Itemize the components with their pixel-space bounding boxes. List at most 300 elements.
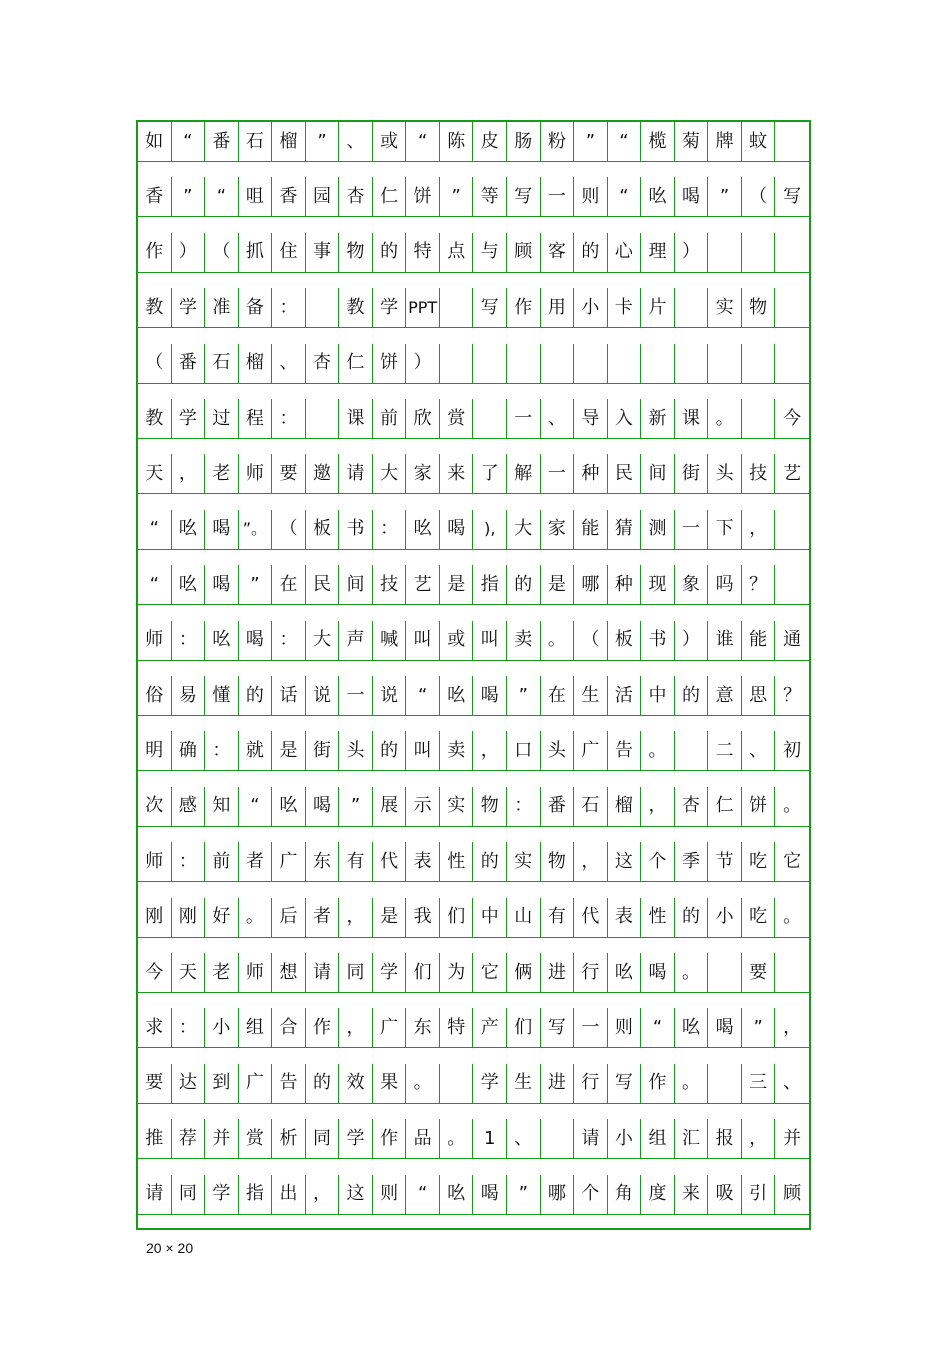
grid-cell [775, 288, 809, 328]
grid-cell: 喝 [440, 510, 474, 550]
grid-cell: 吸 [708, 1175, 742, 1215]
grid-cell: ” [742, 1008, 776, 1048]
grid-cell: 前 [205, 842, 239, 882]
grid-cell: 作 [138, 233, 172, 273]
grid-cell: 师 [138, 842, 172, 882]
grid-cell: 并 [775, 1119, 809, 1159]
grid-cell: 生 [507, 1064, 541, 1104]
grid-cell: （ [272, 510, 306, 550]
grid-cell: 饼 [742, 787, 776, 827]
grid-cell: ” [239, 565, 273, 605]
grid-cell: 哪 [574, 565, 608, 605]
grid-cell: 要 [138, 1064, 172, 1104]
grid-cell: 榴 [608, 787, 642, 827]
grid-cell: 1 [473, 1119, 507, 1159]
grid-cell: 杏 [339, 177, 373, 217]
grid-cell: 三 [742, 1064, 776, 1104]
grid-cell: 头 [708, 454, 742, 494]
grid-cell [742, 399, 776, 439]
grid-row [138, 1175, 809, 1215]
grid-cell: 进 [541, 953, 575, 993]
grid-cell: 明 [138, 731, 172, 771]
grid-cell: 新 [641, 399, 675, 439]
grid-cell: 、 [507, 1119, 541, 1159]
grid-cell: 备 [239, 288, 273, 328]
grid-cell: 家 [541, 510, 575, 550]
grid-cell: （ [205, 233, 239, 273]
grid-cell: 能 [742, 621, 776, 661]
grid-cell: 书 [339, 510, 373, 550]
grid-cell: 山 [507, 898, 541, 938]
grid-cell: 住 [272, 233, 306, 273]
grid-cell: 吃 [742, 898, 776, 938]
grid-cell: 中 [641, 676, 675, 716]
grid-cell: 品 [406, 1119, 440, 1159]
grid-cell [473, 399, 507, 439]
grid-cell: 好 [205, 898, 239, 938]
grid-cell: “ [172, 122, 206, 162]
grid-cell: 片 [641, 288, 675, 328]
grid-cell: 指 [239, 1175, 273, 1215]
grid-cell: 卖 [507, 621, 541, 661]
grid-cell [675, 731, 709, 771]
grid-cell: “ [239, 787, 273, 827]
grid-cell: 。 [641, 731, 675, 771]
grid-cell: 指 [473, 565, 507, 605]
grid-cell: 效 [339, 1064, 373, 1104]
grid-cell: 石 [239, 122, 273, 162]
grid-cell: 哪 [541, 1175, 575, 1215]
grid-cell: 产 [473, 1008, 507, 1048]
grid-cell: ” [574, 122, 608, 162]
grid-cell [742, 344, 776, 384]
grid-cell: 口 [507, 731, 541, 771]
grid-cell: ： [373, 510, 407, 550]
grid-cell: 进 [541, 1064, 575, 1104]
grid-cell: 的 [239, 676, 273, 716]
grid-cell: ” [172, 177, 206, 217]
grid-cell: 同 [306, 1119, 340, 1159]
grid-cell: 组 [641, 1119, 675, 1159]
grid-cell: 叫 [406, 731, 440, 771]
grid-cell: 教 [138, 399, 172, 439]
grid-cell: 一 [541, 177, 575, 217]
grid-cell: 个 [574, 1175, 608, 1215]
grid-cell: 街 [675, 454, 709, 494]
grid-cell: 东 [406, 1008, 440, 1048]
grid-cell: 吆 [440, 1175, 474, 1215]
grid-cell: 榄 [641, 122, 675, 162]
grid-cell: 的 [373, 731, 407, 771]
grid-cell: 生 [574, 676, 608, 716]
grid-row [138, 842, 809, 882]
grid-cell: 喝 [205, 510, 239, 550]
grid-row [138, 1064, 809, 1104]
grid-cell [507, 344, 541, 384]
grid-cell: 我 [406, 898, 440, 938]
grid-cell: 则 [373, 1175, 407, 1215]
grid-cell: 行 [574, 1064, 608, 1104]
grid-cell: 果 [373, 1064, 407, 1104]
grid-cell: 请 [339, 454, 373, 494]
grid-cell: ： [507, 787, 541, 827]
grid-cell: 广 [272, 842, 306, 882]
grid-cell: 叫 [406, 621, 440, 661]
grid-cell: 个 [641, 842, 675, 882]
grid-cell: 实 [708, 288, 742, 328]
grid-cell: PPT [406, 288, 440, 328]
grid-cell: 顾 [775, 1175, 809, 1215]
grid-cell: 技 [742, 454, 776, 494]
grid-cell: 肠 [507, 122, 541, 162]
grid-row [138, 787, 809, 827]
grid-cell: 番 [541, 787, 575, 827]
grid-cell: 次 [138, 787, 172, 827]
grid-cell: 杏 [675, 787, 709, 827]
grid-cell: 季 [675, 842, 709, 882]
grid-cell: 感 [172, 787, 206, 827]
grid-cell [742, 233, 776, 273]
grid-cell: 课 [675, 399, 709, 439]
grid-cell: 石 [574, 787, 608, 827]
grid-cell: 请 [306, 953, 340, 993]
grid-cell: 一 [675, 510, 709, 550]
grid-cell: ”。 [239, 510, 273, 550]
grid-cell: 俩 [507, 953, 541, 993]
grid-cell: 来 [440, 454, 474, 494]
grid-cell: 的 [675, 898, 709, 938]
grid-cell: 石 [205, 344, 239, 384]
grid-cell: 为 [440, 953, 474, 993]
grid-cell [775, 233, 809, 273]
grid-cell: 刚 [172, 898, 206, 938]
grid-cell: ” [507, 1175, 541, 1215]
grid-cell: 头 [541, 731, 575, 771]
grid-cell: 赏 [239, 1119, 273, 1159]
grid-cell: 或 [440, 621, 474, 661]
grid-cell: 今 [775, 399, 809, 439]
grid-cell: 来 [675, 1175, 709, 1215]
grid-cell: 确 [172, 731, 206, 771]
grid-cell: 喝 [641, 953, 675, 993]
grid-cell: 是 [541, 565, 575, 605]
grid-cell: 在 [272, 565, 306, 605]
grid-cell: 在 [541, 676, 575, 716]
grid-cell: 叫 [473, 621, 507, 661]
grid-cell: 下 [708, 510, 742, 550]
grid-cell: 用 [541, 288, 575, 328]
grid-cell: 头 [339, 731, 373, 771]
grid-cell: 大 [507, 510, 541, 550]
grid-cell: 技 [373, 565, 407, 605]
grid-cell: 同 [339, 953, 373, 993]
grid-cell: 作 [373, 1119, 407, 1159]
grid-cell [675, 344, 709, 384]
grid-row [138, 1008, 809, 1048]
grid-cell: 喝 [306, 787, 340, 827]
grid-cell: 卖 [440, 731, 474, 771]
grid-cell [541, 1119, 575, 1159]
grid-cell [473, 344, 507, 384]
grid-cell [775, 565, 809, 605]
grid-cell: 艺 [406, 565, 440, 605]
grid-cell: 们 [440, 898, 474, 938]
grid-cell: 度 [641, 1175, 675, 1215]
grid-cell: 写 [608, 1064, 642, 1104]
grid-cell [708, 953, 742, 993]
grid-cell: ： [172, 621, 206, 661]
grid-cell: ） [675, 621, 709, 661]
grid-cell: 牌 [708, 122, 742, 162]
grid-cell: 仁 [708, 787, 742, 827]
grid-row [138, 122, 809, 162]
grid-cell: 是 [440, 565, 474, 605]
grid-cell: 的 [675, 676, 709, 716]
grid-cell: 者 [306, 898, 340, 938]
grid-cell: 代 [373, 842, 407, 882]
grid-cell: 教 [339, 288, 373, 328]
grid-cell: 表 [406, 842, 440, 882]
grid-cell: 活 [608, 676, 642, 716]
grid-cell: （ [574, 621, 608, 661]
grid-cell: 邀 [306, 454, 340, 494]
grid-cell: 仁 [373, 177, 407, 217]
grid-cell: 猜 [608, 510, 642, 550]
grid-cell [641, 344, 675, 384]
grid-cell: 。 [775, 898, 809, 938]
grid-cell: “ [641, 1008, 675, 1048]
grid-cell: 告 [608, 731, 642, 771]
grid-cell: 并 [205, 1119, 239, 1159]
grid-cell: 喝 [239, 621, 273, 661]
grid-cell: 顾 [507, 233, 541, 273]
grid-cell: 吃 [742, 842, 776, 882]
grid-cell: 吆 [406, 510, 440, 550]
grid-cell [574, 344, 608, 384]
grid-cell: 天 [172, 953, 206, 993]
grid-cell: 报 [708, 1119, 742, 1159]
grid-cell: 番 [172, 344, 206, 384]
grid-cell: 理 [641, 233, 675, 273]
grid-cell: 吆 [675, 1008, 709, 1048]
grid-cell: 喝 [473, 676, 507, 716]
grid-cell: 准 [205, 288, 239, 328]
grid-cell: 的 [473, 842, 507, 882]
grid-cell: 导 [574, 399, 608, 439]
grid-cell: 说 [306, 676, 340, 716]
grid-cell: 实 [440, 787, 474, 827]
grid-cell: 这 [339, 1175, 373, 1215]
grid-cell [775, 953, 809, 993]
grid-row [138, 454, 809, 494]
grid-cell: 的 [373, 233, 407, 273]
grid-cell: 要 [272, 454, 306, 494]
grid-cell: 陈 [440, 122, 474, 162]
grid-cell: 要 [742, 953, 776, 993]
grid-cell: 家 [406, 454, 440, 494]
grid-cell [306, 288, 340, 328]
grid-cell: 则 [574, 177, 608, 217]
grid-cell: “ [406, 122, 440, 162]
grid-cell: 小 [205, 1008, 239, 1048]
grid-cell: 者 [239, 842, 273, 882]
grid-cell: 通 [775, 621, 809, 661]
grid-cell: ” [507, 676, 541, 716]
grid-cell: 入 [608, 399, 642, 439]
grid-cell: 性 [641, 898, 675, 938]
grid-cell: ： [172, 842, 206, 882]
grid-cell: 大 [306, 621, 340, 661]
grid-cell: ： [272, 288, 306, 328]
grid-cell: 街 [306, 731, 340, 771]
grid-cell: 喝 [675, 177, 709, 217]
grid-cell: 广 [373, 1008, 407, 1048]
grid-cell: 榴 [272, 122, 306, 162]
grid-cell: ： [272, 399, 306, 439]
grid-cell: “ [138, 565, 172, 605]
grid-cell: 香 [272, 177, 306, 217]
grid-cell: “ [138, 510, 172, 550]
grid-cell: 客 [541, 233, 575, 273]
grid-cell: 刚 [138, 898, 172, 938]
grid-cell: 香 [138, 177, 172, 217]
grid-cell: 们 [406, 953, 440, 993]
grid-cell: 吆 [172, 510, 206, 550]
grid-cell: 谁 [708, 621, 742, 661]
grid-cell: 过 [205, 399, 239, 439]
grid-cell: 引 [742, 1175, 776, 1215]
grid-cell: 吆 [608, 953, 642, 993]
grid-cell: 广 [239, 1064, 273, 1104]
grid-cell: 写 [541, 1008, 575, 1048]
grid-cell: 初 [775, 731, 809, 771]
grid-cell: 就 [239, 731, 273, 771]
grid-cell: 蚊 [742, 122, 776, 162]
grid-cell: 作 [507, 288, 541, 328]
grid-cell: 荐 [172, 1119, 206, 1159]
grid-cell [708, 1064, 742, 1104]
grid-cell: 测 [641, 510, 675, 550]
grid-cell: 想 [272, 953, 306, 993]
grid-cell: （ [138, 344, 172, 384]
grid-cell [608, 344, 642, 384]
grid-cell: 师 [138, 621, 172, 661]
grid-cell: 饼 [373, 344, 407, 384]
grid-cell: 特 [406, 233, 440, 273]
grid-cell: 园 [306, 177, 340, 217]
grid-cell: 、 [339, 122, 373, 162]
grid-cell: 艺 [775, 454, 809, 494]
grid-cell: 书 [641, 621, 675, 661]
grid-cell: “ [608, 177, 642, 217]
grid-cell: 写 [473, 288, 507, 328]
grid-cell: 教 [138, 288, 172, 328]
grid-cell: 的 [306, 1064, 340, 1104]
grid-cell: 老 [205, 454, 239, 494]
grid-cell: 。 [406, 1064, 440, 1104]
grid-cell: ” [440, 177, 474, 217]
grid-cell: 等 [473, 177, 507, 217]
grid-cell: ， [641, 787, 675, 827]
grid-cell: 汇 [675, 1119, 709, 1159]
grid-cell: 卡 [608, 288, 642, 328]
grid-cell: 点 [440, 233, 474, 273]
grid-cell: ？ [775, 676, 809, 716]
grid-cell: 、 [775, 1064, 809, 1104]
grid-cell: 学 [172, 288, 206, 328]
grid-cell: 示 [406, 787, 440, 827]
grid-cell: 它 [775, 842, 809, 882]
grid-cell: 角 [608, 1175, 642, 1215]
grid-cell: 榴 [239, 344, 273, 384]
grid-cell: 学 [373, 953, 407, 993]
grid-cell [708, 233, 742, 273]
grid-cell: 皮 [473, 122, 507, 162]
grid-cell: 一 [541, 454, 575, 494]
grid-cell: ” [339, 787, 373, 827]
grid-cell: ： [172, 1008, 206, 1048]
grid-cell: 饼 [406, 177, 440, 217]
grid-row [138, 177, 809, 217]
grid-cell [775, 344, 809, 384]
grid-cell: “ [608, 122, 642, 162]
grid-cell: 粉 [541, 122, 575, 162]
grid-cell: 析 [272, 1119, 306, 1159]
grid-cell: ” [708, 177, 742, 217]
grid-cell: 咀 [239, 177, 273, 217]
grid-cell: 吆 [272, 787, 306, 827]
grid-cell: 喝 [708, 1008, 742, 1048]
grid-cell: 了 [473, 454, 507, 494]
grid-row [138, 731, 809, 771]
grid-row [138, 1119, 809, 1159]
grid-cell: 。 [541, 621, 575, 661]
grid-cell: 能 [574, 510, 608, 550]
grid-cell: 事 [306, 233, 340, 273]
grid-cell: 间 [641, 454, 675, 494]
grid-cell: 同 [172, 1175, 206, 1215]
grid-cell: 代 [574, 898, 608, 938]
grid-cell: 意 [708, 676, 742, 716]
grid-cell: 写 [507, 177, 541, 217]
grid-cell: 间 [339, 565, 373, 605]
grid-cell: “ [406, 1175, 440, 1215]
grid-cell: 是 [272, 731, 306, 771]
grid-cell: 小 [574, 288, 608, 328]
grid-cell: 或 [373, 122, 407, 162]
grid-row [138, 344, 809, 384]
grid-cell: ， [306, 1175, 340, 1215]
grid-cell: ？ [742, 565, 776, 605]
grid-cell [440, 344, 474, 384]
grid-cell: 性 [440, 842, 474, 882]
grid-cell: ） [406, 344, 440, 384]
grid-cell: 作 [641, 1064, 675, 1104]
grid-cell: ， [473, 731, 507, 771]
grid-cell [675, 288, 709, 328]
grid-cell [775, 122, 809, 162]
grid-cell: 表 [608, 898, 642, 938]
grid-cell: ： [272, 621, 306, 661]
grid-cell: 吆 [172, 565, 206, 605]
grid-cell: 实 [507, 842, 541, 882]
grid-cell: 杏 [306, 344, 340, 384]
grid-cell: 程 [239, 399, 273, 439]
grid-cell: 则 [608, 1008, 642, 1048]
grid-cell: ， [172, 454, 206, 494]
grid-row [138, 233, 809, 273]
grid-cell: ” [306, 122, 340, 162]
